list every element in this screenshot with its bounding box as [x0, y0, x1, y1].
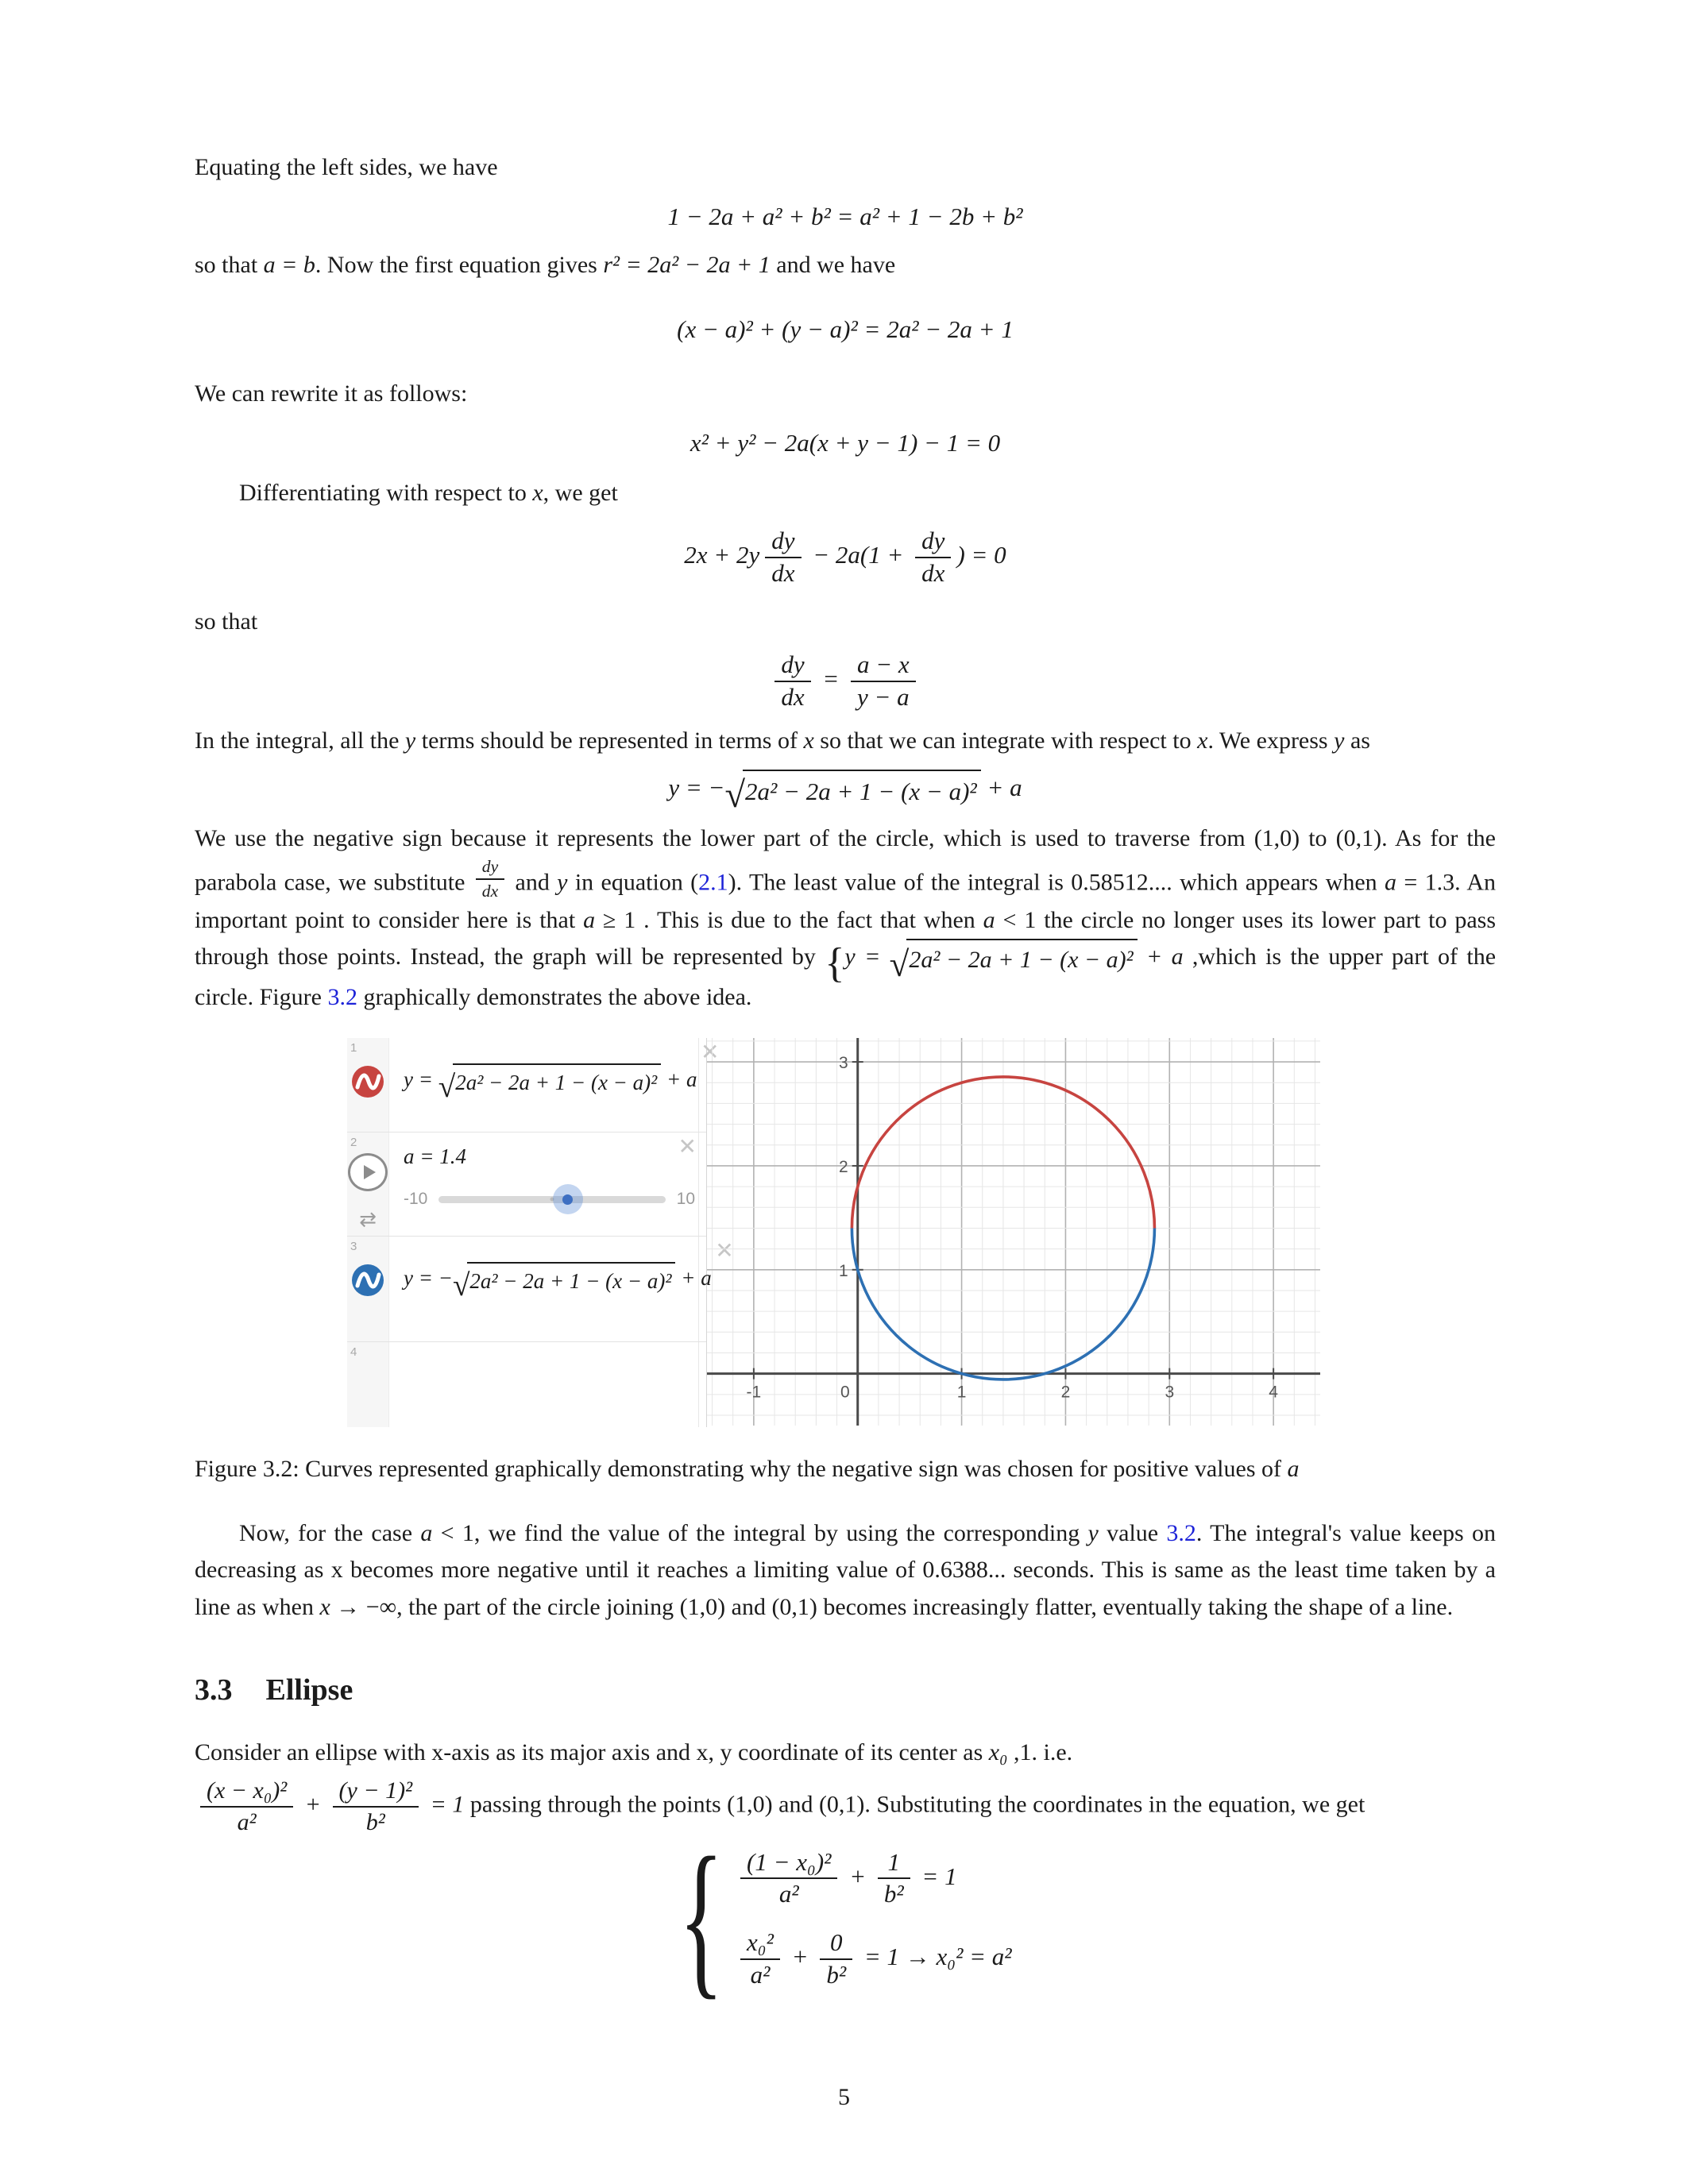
- text-run: graphically demonstrates the above idea.: [357, 983, 752, 1010]
- fraction: [820, 1929, 852, 1989]
- text-run: , we get: [543, 479, 618, 506]
- square-root: [452, 1262, 676, 1302]
- x-axis-label-0: 0: [840, 1383, 850, 1402]
- text-run: Equating the left sides, we have: [195, 154, 498, 180]
- play-button[interactable]: [348, 1153, 388, 1191]
- paragraph-integral-terms: [195, 723, 1496, 760]
- text-run: Differentiating with respect to: [239, 479, 533, 506]
- fraction-numerator: [200, 1777, 293, 1808]
- paragraph-negative-sign: [195, 820, 1496, 1016]
- text-run: → −∞, the part of the circle joining (1,0) and (0,1) becomes increasingly flatter, eventually taking the shape of a line.: [330, 1593, 1454, 1620]
- fraction: [200, 1777, 293, 1835]
- math-run: y: [1334, 727, 1345, 754]
- fraction-denominator: [740, 1960, 780, 1989]
- slider-content[interactable]: [389, 1133, 706, 1236]
- radical-sign: √: [724, 774, 746, 816]
- x-axis-label: 2: [1060, 1383, 1071, 1402]
- text-run: = 1.3. An important point to consider here is that: [195, 870, 1496, 933]
- expression-latex[interactable]: [404, 1262, 712, 1302]
- math-run: a²: [237, 1809, 257, 1836]
- desmos-graph-area[interactable]: [707, 1038, 1321, 1427]
- fraction-numerator: [476, 857, 504, 879]
- desmos-curve-icon-blue[interactable]: [351, 1264, 384, 1297]
- slider-value-label[interactable]: [404, 1140, 695, 1174]
- text-run: as: [1344, 727, 1370, 754]
- x-axis-label: 1: [956, 1383, 967, 1402]
- desmos-screenshot: [347, 1038, 1321, 1427]
- x-axis-label: -1: [746, 1383, 762, 1402]
- math-run: +: [843, 1862, 872, 1890]
- math-run: x₀: [988, 1738, 1008, 1765]
- math-run: b²: [826, 1960, 847, 1989]
- text-run: so that: [195, 251, 264, 278]
- math-run: dy: [771, 527, 795, 555]
- math-run: a²: [750, 1960, 771, 1989]
- slider-handle-dot: [562, 1194, 573, 1205]
- fraction-denominator: [851, 682, 916, 712]
- math-run: + a: [1137, 943, 1184, 970]
- close-icon[interactable]: ✕: [701, 1040, 720, 1065]
- math-run: − 2a(1 +: [806, 540, 910, 569]
- fraction-numerator: [915, 527, 951, 558]
- ref-link[interactable]: 2.1: [698, 870, 728, 897]
- text-run: value: [1098, 1519, 1167, 1546]
- square-root: [889, 939, 1138, 984]
- math-run: (x − x₀)²: [207, 1777, 288, 1804]
- loop-direction-icon[interactable]: ⇄: [359, 1207, 377, 1232]
- equation-dydx: [195, 651, 1496, 711]
- math-run: dx: [921, 558, 945, 587]
- math-run: 1 − 2a + a² + b² = a² + 1 − 2b + b²: [667, 202, 1023, 230]
- expression-content[interactable]: [389, 1237, 744, 1341]
- expression-gutter: [347, 1133, 389, 1236]
- paragraph-so-that-ab: [195, 247, 1496, 284]
- math-run: +: [299, 1791, 327, 1818]
- math-run: 2a² − 2a + 1 − (x − a)²: [745, 777, 977, 805]
- grid-lines: [707, 1038, 1320, 1426]
- expression-gutter: [347, 1237, 389, 1341]
- axis-labels: [747, 1054, 1279, 1402]
- fraction-denominator: [878, 1879, 910, 1908]
- axis-ticks: [754, 1062, 1273, 1379]
- math-run: x: [319, 1593, 330, 1620]
- section-number: 3.3: [195, 1673, 233, 1707]
- math-run: +: [785, 1942, 815, 1970]
- page-number: 5: [838, 2083, 850, 2110]
- row-number: 1: [350, 1041, 357, 1055]
- equation-circle-form: [195, 311, 1496, 349]
- fraction: [476, 857, 504, 900]
- math-run: y: [404, 727, 416, 754]
- math-run: 2x + 2y: [684, 540, 760, 569]
- cases-row-2: [735, 1929, 1012, 1989]
- desmos-expression-list: [347, 1038, 734, 1427]
- math-run: a: [1385, 870, 1397, 897]
- fraction-denominator: [200, 1808, 293, 1836]
- equation-derivative: [195, 527, 1496, 587]
- paragraph-case-a-lt-1: [195, 1515, 1496, 1626]
- slider-handle[interactable]: [553, 1184, 583, 1214]
- radical-sign: √: [452, 1268, 470, 1302]
- fraction-denominator: [476, 880, 504, 901]
- fraction: [851, 651, 916, 711]
- math-run: b²: [883, 1880, 904, 1908]
- text-run: < 1 the circle no longer uses its lower part to pass through those points. Instead, the graph will be represented by: [195, 906, 1497, 970]
- math-run: a: [983, 906, 995, 933]
- fraction: [915, 527, 951, 587]
- text-run: We can rewrite it as follows:: [195, 380, 468, 407]
- desmos-curve-icon-red[interactable]: [351, 1065, 384, 1098]
- math-run: dy: [481, 857, 499, 877]
- paragraph-differentiating: [195, 475, 1496, 512]
- fraction: [740, 1929, 780, 1989]
- math-run: a = b: [263, 251, 315, 278]
- x-axis-label: 3: [1165, 1383, 1175, 1402]
- figure-3-2: [347, 1038, 1321, 1427]
- math-run: y = −: [404, 1266, 453, 1291]
- close-icon[interactable]: ✕: [678, 1134, 697, 1160]
- expression-gutter: [347, 1038, 389, 1132]
- text-run: and we have: [770, 251, 896, 278]
- section-heading-ellipse: [195, 1667, 1496, 1714]
- text-run: passing through the points (1,0) and (0,1). Substituting the coordinates in the equation, we get: [464, 1791, 1365, 1818]
- math-run: x₀²: [747, 1928, 774, 1957]
- slider-min-label: -10: [404, 1189, 428, 1208]
- math-run: x: [803, 727, 814, 754]
- text-run: so that: [195, 608, 258, 635]
- fraction-numerator: [740, 1849, 837, 1880]
- paragraph-rewrite: [195, 376, 1496, 413]
- math-run: dy: [921, 527, 945, 555]
- fraction-numerator: [851, 651, 916, 682]
- math-run: a²: [778, 1880, 799, 1908]
- radicand: [453, 1063, 661, 1100]
- paragraph-so-that: [195, 604, 1496, 641]
- fraction-denominator: [740, 1879, 837, 1908]
- text-run: We use the negative sign because it represents the lower part of the circle, which is used to traverse from (1,0) to (0,1). As for the parabola case, we substitute: [195, 824, 1496, 897]
- fraction-numerator: [774, 651, 810, 682]
- square-root: [724, 770, 980, 816]
- math-run: dx: [781, 682, 805, 711]
- equation-y-negative-sqrt: [195, 769, 1496, 816]
- math-run: 0: [829, 1928, 843, 1957]
- cases-brace: {: [678, 1821, 724, 2015]
- left-brace: {: [825, 940, 845, 986]
- page-content: [195, 149, 1497, 2015]
- radical-sign: √: [438, 1069, 456, 1104]
- fraction: [878, 1849, 910, 1908]
- math-run: 2a² − 2a + 1 − (x − a)²: [909, 947, 1134, 974]
- math-run: (x − a)² + (y − a)² = 2a² − 2a + 1: [677, 315, 1014, 344]
- figure-caption: [195, 1451, 1496, 1488]
- fraction: [774, 651, 810, 711]
- expression-content[interactable]: [389, 1038, 728, 1132]
- radical-sign: √: [889, 943, 910, 984]
- math-run: ) = 0: [956, 540, 1006, 569]
- cases-row-1: [735, 1849, 1012, 1908]
- text-run: . Now the first equation gives: [315, 251, 604, 278]
- math-run: + a: [675, 1266, 712, 1291]
- x-axis-label: 4: [1269, 1383, 1278, 1402]
- math-run: y =: [404, 1067, 438, 1092]
- math-run: 2a² − 2a + 1 − (x − a)²: [469, 1269, 672, 1294]
- math-run: y: [557, 870, 568, 897]
- square-root: [438, 1063, 662, 1104]
- close-icon[interactable]: ✕: [715, 1238, 734, 1264]
- equation-rewritten: [195, 424, 1496, 462]
- fraction-denominator: [915, 558, 951, 588]
- math-run: x: [1197, 727, 1208, 754]
- text-run: ,1. i.e.: [1007, 1738, 1073, 1765]
- slider-max-label: 10: [676, 1189, 695, 1208]
- math-run: y − a: [857, 682, 910, 711]
- fraction: [740, 1849, 837, 1908]
- paragraph-consider-ellipse: [195, 1734, 1496, 1772]
- math-run: dx: [481, 881, 499, 901]
- row-number: 4: [350, 1345, 357, 1360]
- math-run: 2a² − 2a + 1 − (x − a)²: [455, 1071, 658, 1095]
- math-run: dy: [781, 650, 805, 679]
- y-axis-label: 3: [839, 1054, 848, 1073]
- text-run: terms should be represented in terms of: [415, 727, 804, 754]
- math-run: b²: [365, 1809, 385, 1836]
- math-run: y =: [844, 943, 890, 970]
- math-run: x: [532, 479, 543, 506]
- radicand: [467, 1262, 675, 1298]
- fraction-numerator: [765, 527, 801, 558]
- fraction-numerator: [820, 1929, 852, 1960]
- math-run: a: [1287, 1456, 1300, 1483]
- text-run: in equation (: [567, 870, 699, 897]
- equation-expanded-squares: [195, 198, 1496, 236]
- expression-row-2-slider[interactable]: [347, 1133, 706, 1237]
- text-run: so that we can integrate with respect to: [813, 727, 1198, 754]
- text-run: and: [508, 870, 558, 897]
- paragraph-equating: [195, 149, 1496, 187]
- math-run: 1: [887, 1847, 901, 1876]
- expression-row-4-empty[interactable]: [347, 1342, 706, 1427]
- row-number: 3: [350, 1240, 357, 1254]
- fraction-denominator: [333, 1808, 419, 1836]
- math-run: r² = 2a² − 2a + 1: [603, 251, 771, 278]
- math-run: a − x: [857, 650, 910, 679]
- fraction-denominator: [774, 682, 810, 712]
- text-run: . We express: [1207, 727, 1335, 754]
- math-run: (y − 1)²: [338, 1777, 413, 1804]
- text-run: In the integral, all the: [195, 727, 405, 754]
- paragraph-ellipse-equation: [195, 1777, 1496, 1835]
- text-run: = 1.4: [414, 1144, 466, 1169]
- expression-gutter: [347, 1342, 389, 1427]
- math-run: a: [404, 1144, 415, 1169]
- text-run: . The integral's value keeps on decreasing as x becomes more negative until it reaches a limiting value of 0.6388... seconds. This is same as the least time taken by a line as when: [195, 1519, 1497, 1620]
- math-run: = 1: [915, 1862, 957, 1890]
- math-run: a: [583, 906, 596, 933]
- math-run: y: [1087, 1519, 1099, 1546]
- fraction-numerator: [333, 1777, 419, 1808]
- math-run: = 1: [424, 1791, 465, 1818]
- text-run: Now, for the case: [239, 1519, 421, 1546]
- text-run: ). The least value of the integral is 0.58512.... which appears when: [728, 870, 1385, 897]
- row-number: 2: [350, 1136, 357, 1150]
- fraction-denominator: [765, 558, 801, 588]
- section-title: Ellipse: [265, 1673, 353, 1707]
- math-run: = 1 → x₀² = a²: [858, 1942, 1012, 1970]
- text-run: Consider an ellipse with x-axis as its major axis and x, y coordinate of its center as: [195, 1738, 989, 1765]
- math-run: =: [816, 664, 845, 693]
- expression-row-1[interactable]: [347, 1038, 720, 1133]
- fraction: [765, 527, 801, 587]
- math-run: y = −: [668, 774, 725, 802]
- radicand: [743, 770, 981, 811]
- math-run: (1 − x₀)²: [747, 1847, 832, 1876]
- text-run: ,which is the upper part of the circle. Figure: [195, 943, 1497, 1010]
- math-run: + a: [661, 1067, 697, 1092]
- graph-canvas[interactable]: [707, 1038, 1320, 1426]
- y-axis-label: 2: [839, 1157, 848, 1176]
- expression-row-3[interactable]: [347, 1237, 734, 1342]
- slider-track[interactable]: [438, 1196, 665, 1203]
- ref-link[interactable]: 3.2: [1166, 1519, 1196, 1546]
- math-run: dx: [771, 558, 795, 587]
- fraction-numerator: [740, 1929, 780, 1960]
- text-run: ≥ 1 . This is due to the fact that when: [595, 906, 983, 933]
- text-run: < 1, we find the value of the integral by using the corresponding: [432, 1519, 1088, 1546]
- fraction: [333, 1777, 419, 1835]
- ref-link[interactable]: 3.2: [327, 983, 357, 1010]
- expression-latex[interactable]: [404, 1063, 697, 1104]
- expression-content-empty[interactable]: [389, 1342, 706, 1427]
- y-axis-label: 1: [839, 1261, 848, 1280]
- text-run: Figure 3.2: Curves represented graphically demonstrating why the negative sign was chosen for positive values of: [195, 1456, 1288, 1483]
- play-icon: [364, 1165, 376, 1179]
- math-run: x² + y² − 2a(x + y − 1) − 1 = 0: [689, 428, 1001, 457]
- equation-cases: [195, 1821, 1496, 2015]
- math-run: + a: [980, 774, 1022, 802]
- radicand: [906, 939, 1137, 979]
- math-run: a: [420, 1519, 433, 1546]
- fraction-denominator: [820, 1960, 852, 1989]
- fraction-numerator: [878, 1849, 910, 1880]
- slider-row: [404, 1187, 695, 1213]
